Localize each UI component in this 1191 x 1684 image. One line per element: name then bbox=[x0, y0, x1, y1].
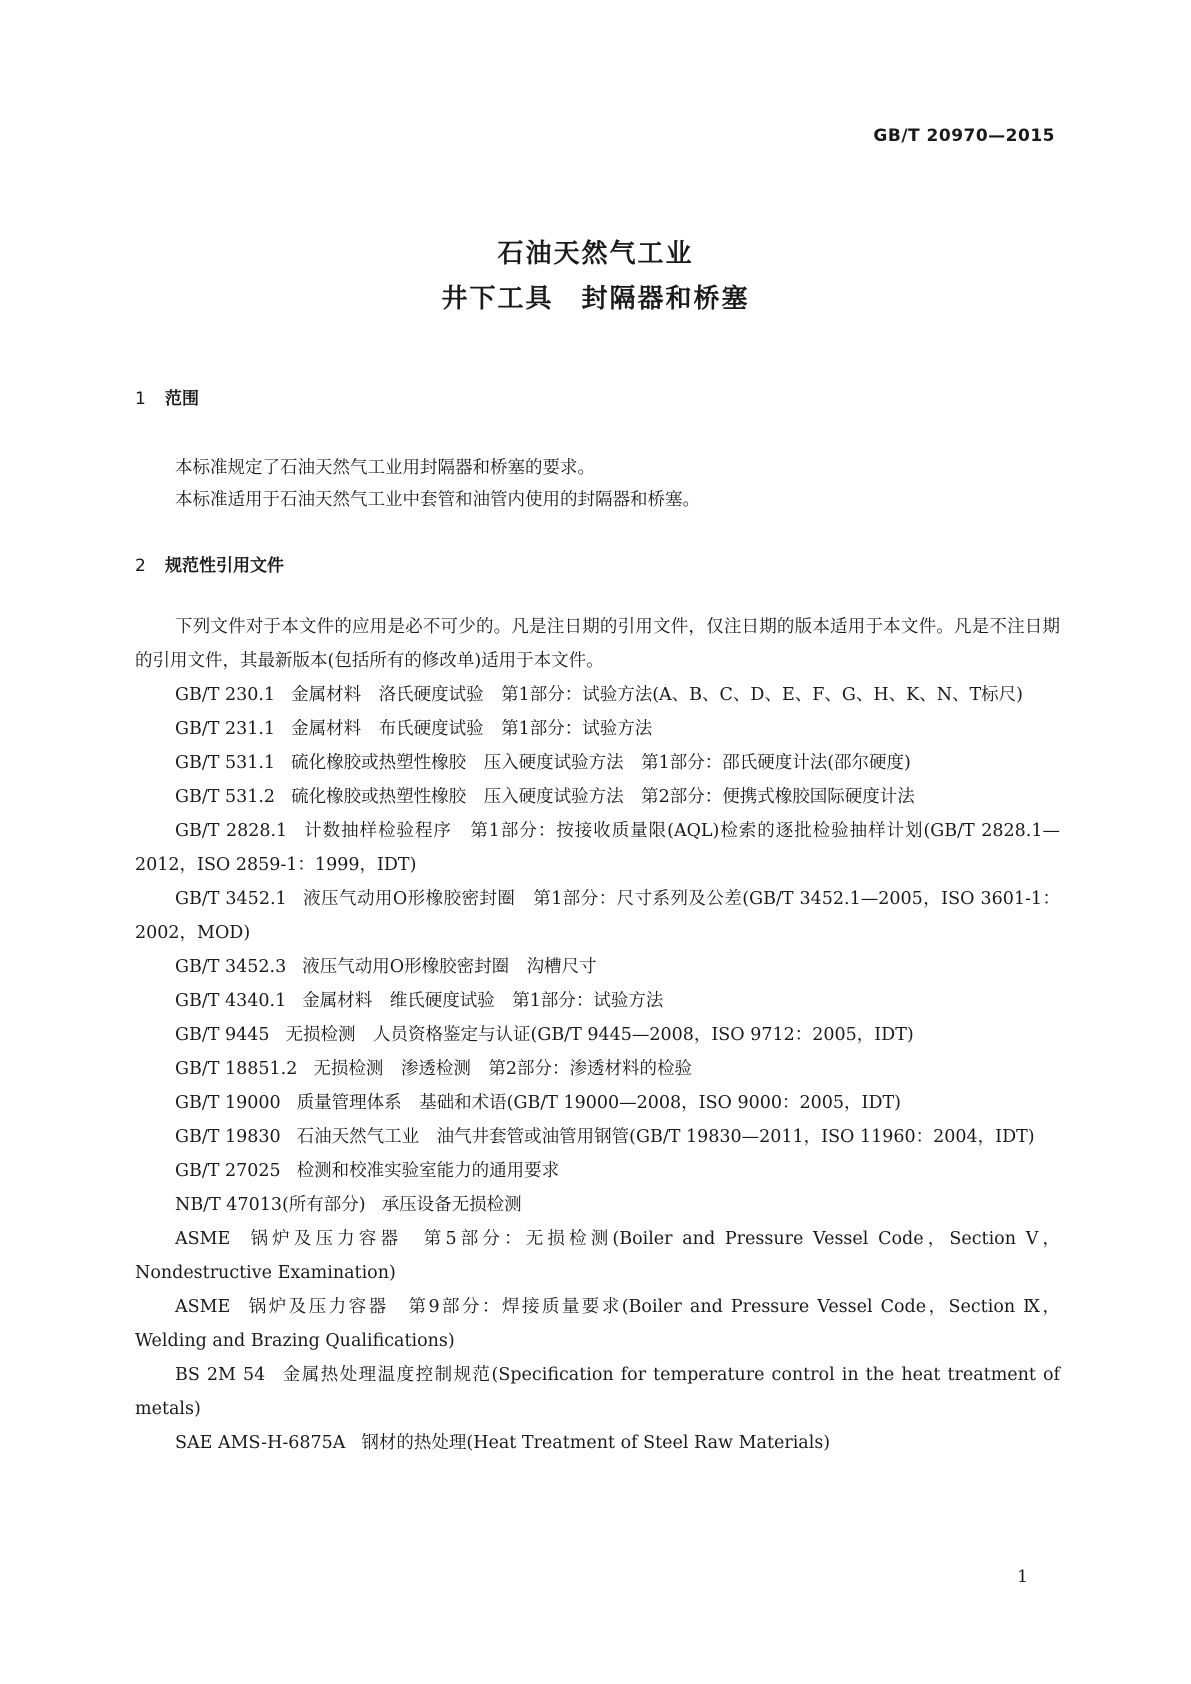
reference-code: GB/T 18851.2 bbox=[175, 1059, 298, 1079]
reference-item bbox=[135, 882, 1060, 950]
normative-references-list bbox=[135, 610, 1060, 1460]
reference-title: 液压气动用O形橡胶密封圈 沟槽尺寸 bbox=[302, 957, 597, 977]
section-title: 规范性引用文件 bbox=[165, 556, 284, 576]
section-number: 1 bbox=[135, 389, 146, 409]
section-title: 范围 bbox=[165, 389, 199, 409]
reference-item bbox=[135, 1426, 1060, 1460]
reference-item bbox=[135, 1222, 1060, 1290]
reference-item bbox=[135, 746, 1060, 780]
reference-code: GB/T 531.2 bbox=[175, 787, 276, 807]
reference-code: GB/T 531.1 bbox=[175, 753, 276, 773]
reference-item bbox=[135, 984, 1060, 1018]
reference-item bbox=[135, 1188, 1060, 1222]
reference-items bbox=[135, 678, 1060, 1460]
reference-code: SAE AMS-H-6875A bbox=[175, 1433, 346, 1453]
reference-title: 计数抽样检验程序 第1部分：按接收质量限(AQL)检索的逐批检验抽样计划(GB/T 2828.1—2012，ISO 2859-1：1999，IDT) bbox=[135, 821, 1060, 875]
reference-item bbox=[135, 780, 1060, 814]
reference-item bbox=[135, 712, 1060, 746]
reference-title: 金属材料 布氏硬度试验 第1部分：试验方法 bbox=[291, 719, 653, 739]
reference-item bbox=[135, 678, 1060, 712]
reference-title: 金属材料 洛氏硬度试验 第1部分：试验方法(A、B、C、D、E、F、G、H、K、N、T标尺) bbox=[291, 685, 1023, 705]
document-title-line2: 井下工具 封隔器和桥塞 bbox=[441, 284, 750, 314]
reference-item bbox=[135, 1154, 1060, 1188]
reference-title: 金属热处理温度控制规范(Specification for temperature control in the heat treatment of metals) bbox=[135, 1365, 1061, 1419]
reference-title: 锅炉及压力容器 第9部分：焊接质量要求(Boiler and Pressure Vessel Code，Section Ⅸ，Welding and Brazing Qualifications) bbox=[135, 1297, 1060, 1351]
reference-title: 无损检测 人员资格鉴定与认证(GB/T 9445—2008，ISO 9712：2005，IDT) bbox=[285, 1025, 914, 1045]
reference-code: BS 2M 54 bbox=[175, 1365, 266, 1385]
reference-title: 石油天然气工业 油气井套管或油管用钢管(GB/T 19830—2011，ISO 11960：2004，IDT) bbox=[296, 1127, 1035, 1147]
reference-code: GB/T 19830 bbox=[175, 1127, 281, 1147]
reference-item bbox=[135, 1358, 1060, 1426]
reference-title: 无损检测 渗透检测 第2部分：渗透材料的检验 bbox=[313, 1059, 692, 1079]
reference-item bbox=[135, 1018, 1060, 1052]
reference-code: ASME bbox=[175, 1297, 231, 1317]
reference-item bbox=[135, 1052, 1060, 1086]
reference-code: GB/T 3452.3 bbox=[175, 957, 287, 977]
reference-code: ASME bbox=[175, 1229, 231, 1249]
reference-title: 质量管理体系 基础和术语(GB/T 19000—2008，ISO 9000：2005，IDT) bbox=[296, 1093, 901, 1113]
section-heading-scope bbox=[135, 384, 199, 409]
reference-title: 硫化橡胶或热塑性橡胶 压入硬度试验方法 第1部分：邵氏硬度计法(邵尔硬度) bbox=[291, 753, 911, 773]
reference-code: GB/T 9445 bbox=[175, 1025, 270, 1045]
reference-title: 液压气动用O形橡胶密封圈 第1部分：尺寸系列及公差(GB/T 3452.1—2005，ISO 3601-1：2002，MOD) bbox=[135, 889, 1060, 943]
reference-title: 承压设备无损检测 bbox=[381, 1195, 522, 1215]
reference-code: GB/T 231.1 bbox=[175, 719, 276, 739]
reference-item bbox=[135, 1290, 1060, 1358]
reference-code: GB/T 2828.1 bbox=[175, 821, 288, 841]
page-number: 1 bbox=[1017, 1567, 1028, 1587]
section-heading-normative-references bbox=[135, 551, 284, 576]
reference-code: GB/T 3452.1 bbox=[175, 889, 287, 909]
document-title-line1: 石油天然气工业 bbox=[497, 239, 694, 269]
reference-item bbox=[135, 950, 1060, 984]
references-intro: 下列文件对于本文件的应用是必不可少的。凡是注日期的引用文件，仅注日期的版本适用于本文件。凡是不注日期的引用文件，其最新版本(包括所有的修改单)适用于本文件。 bbox=[135, 617, 1060, 671]
reference-title: 检测和校准实验室能力的通用要求 bbox=[296, 1161, 560, 1181]
scope-paragraph: 本标准规定了石油天然气工业用封隔器和桥塞的要求。 bbox=[175, 458, 595, 478]
reference-item bbox=[135, 814, 1060, 882]
reference-code: GB/T 27025 bbox=[175, 1161, 281, 1181]
reference-code: GB/T 4340.1 bbox=[175, 991, 287, 1011]
reference-code: NB/T 47013(所有部分) bbox=[175, 1195, 366, 1215]
reference-item bbox=[135, 1120, 1060, 1154]
reference-title: 硫化橡胶或热塑性橡胶 压入硬度试验方法 第2部分：便携式橡胶国际硬度计法 bbox=[291, 787, 915, 807]
section-number: 2 bbox=[135, 556, 146, 576]
reference-title: 锅炉及压力容器 第5部分：无损检测(Boiler and Pressure Vessel Code，Section Ⅴ，Nondestructive Examination) bbox=[135, 1229, 1060, 1283]
standard-code: GB/T 20970—2015 bbox=[873, 126, 1055, 146]
reference-title: 钢材的热处理(Heat Treatment of Steel Raw Materials) bbox=[361, 1433, 831, 1453]
reference-title: 金属材料 维氏硬度试验 第1部分：试验方法 bbox=[302, 991, 664, 1011]
reference-item bbox=[135, 1086, 1060, 1120]
reference-code: GB/T 230.1 bbox=[175, 685, 276, 705]
scope-paragraph: 本标准适用于石油天然气工业中套管和油管内使用的封隔器和桥塞。 bbox=[175, 490, 700, 510]
reference-code: GB/T 19000 bbox=[175, 1093, 281, 1113]
